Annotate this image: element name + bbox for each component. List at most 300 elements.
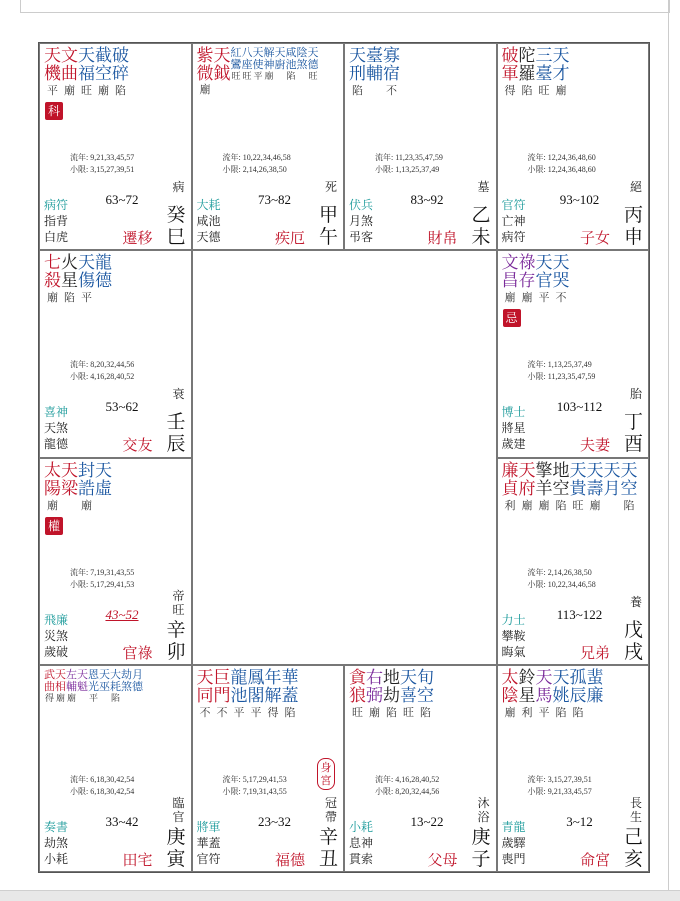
star-brightness (610, 499, 614, 513)
star-name-char: 德 (132, 679, 143, 693)
star-name-char: 截 (95, 46, 112, 66)
xiaoxian-text: 小限: 12,24,36,48,60 (527, 165, 596, 174)
stem-branch-char: 亥 (623, 847, 643, 870)
stem-branch-char: 癸 (166, 204, 186, 226)
star-brightness: 得 (267, 705, 279, 719)
palace-name: 官祿 (122, 643, 153, 662)
star-name-char: 空 (552, 478, 570, 499)
stage-char: 絕 (629, 180, 642, 194)
stem-branch-char: 未 (471, 226, 491, 248)
star-name-char: 相 (55, 679, 66, 693)
star-name-char: 輔 (66, 679, 77, 693)
palace-cell-yin[interactable] (39, 665, 192, 872)
star-name-char: 右 (366, 667, 383, 688)
star-name-char: 天 (61, 460, 78, 481)
stem-branch-char: 甲 (318, 204, 338, 226)
star-name-char: 巨 (213, 667, 231, 688)
star (570, 669, 587, 720)
star-name-char: 天 (518, 460, 536, 481)
star-name-char: 鸞 (230, 58, 242, 71)
star-brightness: 廟 (47, 498, 58, 512)
palace-cell-shen[interactable] (497, 43, 650, 250)
star-name-char: 天 (274, 46, 286, 59)
star (61, 47, 78, 98)
stem-branch-char: 寅 (166, 847, 186, 870)
stem-branch (319, 826, 338, 870)
palace-cell-you[interactable] (497, 250, 650, 457)
star-name-char: 紫 (196, 46, 214, 66)
star (253, 47, 264, 95)
stage-char: 胎 (629, 387, 642, 402)
star-name-char: 貴 (569, 478, 587, 499)
star (77, 669, 88, 705)
star-name-char: 天 (78, 253, 95, 274)
star (519, 254, 536, 305)
star-name-char: 座 (241, 58, 253, 71)
xiaoxian-text: 小限: 3,15,27,39,51 (70, 165, 135, 174)
star-brightness: 旺 (403, 705, 414, 719)
star-name-char: 府 (518, 478, 536, 499)
star (502, 462, 519, 513)
star-name-char: 天 (252, 46, 264, 59)
star-brightness (103, 694, 106, 705)
stage-char: 長 (629, 795, 642, 810)
star-brightness (220, 84, 224, 95)
palace-name: 兄弟 (579, 643, 610, 662)
star (502, 47, 519, 98)
stem-branch-char: 酉 (623, 433, 643, 456)
star-name-char: 劫 (383, 685, 400, 706)
star-name-char: 姚 (552, 685, 570, 706)
star-brightness: 廟 (538, 498, 550, 512)
stem-branch-char: 戊 (623, 618, 643, 641)
star (61, 462, 78, 513)
stem-branch-char: 丙 (623, 204, 643, 226)
star-name-char: 鳳 (247, 667, 265, 688)
star-brightness: 陷 (555, 705, 567, 719)
star-name-char: 德 (307, 58, 319, 71)
star-name-char: 封 (78, 460, 95, 481)
star (44, 669, 55, 705)
star-name-char: 天 (78, 46, 95, 66)
palace-cell-wu[interactable] (192, 43, 345, 250)
star (214, 47, 231, 95)
star-name-char: 華 (281, 667, 299, 688)
palace-cell-hai[interactable] (497, 665, 650, 872)
star-brightness: 旺 (81, 84, 92, 97)
star-name-char: 廉 (586, 685, 604, 706)
god-suiqian: 劫煞 (44, 835, 69, 850)
stage-char: 衰 (172, 387, 185, 402)
star-name-char: 使 (252, 58, 264, 71)
stem-branch (471, 826, 490, 870)
star (197, 669, 214, 720)
star-brightness (125, 694, 128, 705)
star-brightness: 廟 (98, 84, 109, 97)
palace-name: 夫妻 (579, 436, 610, 455)
changsheng-stage (325, 180, 337, 194)
star-name-char: 門 (213, 685, 231, 706)
star-name-char: 殺 (44, 271, 61, 292)
star (282, 669, 299, 720)
star-name-char: 天 (552, 46, 570, 66)
star-brightness: 廟 (504, 291, 516, 305)
star-name-char: 喜 (400, 685, 417, 706)
star (417, 669, 434, 720)
star (132, 669, 143, 705)
xiaoxian-text: 小限: 7,19,31,43,55 (222, 786, 287, 796)
star (383, 47, 400, 98)
star (231, 47, 242, 95)
star-name-char: 天 (552, 253, 570, 274)
palace-cell-zi[interactable] (344, 665, 497, 872)
star-name-char: 天 (535, 667, 553, 688)
god-boshi: 奏書 (44, 819, 69, 834)
star-name-char: 天 (213, 46, 231, 66)
star-name-char: 羊 (535, 478, 553, 499)
star-name-char: 陰 (501, 685, 519, 706)
decade-range: 93~102 (559, 192, 600, 207)
star-brightness: 廟 (64, 84, 75, 97)
star-name-char: 龍 (230, 667, 248, 688)
star-list (349, 669, 434, 720)
star-list (44, 462, 112, 513)
star-brightness (102, 291, 106, 305)
star-brightness: 廟 (521, 498, 533, 512)
changsheng-stage (325, 796, 337, 824)
god-suiqian: 天煞 (44, 421, 69, 436)
stem-branch (166, 204, 185, 248)
star (536, 254, 553, 305)
xiaoxian-text: 小限: 4,16,28,40,52 (70, 372, 135, 382)
star (95, 47, 112, 98)
star-name-char: 羅 (518, 64, 536, 84)
decade-range: 43~52 (105, 606, 139, 622)
star-name-char: 廉 (501, 460, 519, 481)
star-name-char: 天 (620, 460, 638, 481)
stem-branch (166, 619, 185, 663)
god-boshi: 伏兵 (349, 198, 374, 212)
star-list (502, 669, 604, 720)
star-name-char: 耗 (110, 679, 121, 693)
xiaoxian-text: 小限: 5,17,29,41,53 (70, 579, 135, 589)
god-suiqian: 將星 (501, 421, 526, 436)
star (197, 47, 214, 95)
decade-range: 33~42 (105, 813, 139, 829)
star-name-char: 曲 (44, 679, 55, 693)
star (265, 669, 282, 720)
star-name-char: 鉞 (213, 64, 231, 84)
stem-branch (319, 204, 338, 248)
star-name-char: 臺 (366, 46, 383, 66)
star-brightness: 陷 (286, 72, 296, 82)
star-name-char: 碎 (112, 64, 129, 84)
star-name-char: 破 (112, 46, 129, 66)
star (366, 669, 383, 720)
star-name-char: 蜚 (586, 667, 604, 688)
star-brightness: 廟 (521, 291, 533, 305)
star-name-char: 祿 (518, 253, 536, 274)
xiaoxian-text: 小限: 2,14,26,38,50 (222, 165, 287, 174)
decade-range: 83~92 (410, 192, 444, 207)
star (383, 669, 400, 720)
star-name-char: 紅 (230, 46, 242, 59)
star-name-char: 軍 (501, 64, 519, 84)
god-jiangqian: 歲破 (44, 644, 69, 659)
star (66, 669, 77, 705)
star-name-char: 天 (400, 667, 417, 688)
god-boshi: 力士 (501, 612, 526, 627)
star-name-char: 天 (196, 667, 214, 688)
god-jiangqian: 白虎 (44, 230, 69, 244)
god-jiangqian: 官符 (196, 851, 221, 866)
star-name-char: 陽 (44, 478, 61, 499)
star-brightness (279, 72, 282, 83)
stem-branch-char: 巳 (166, 226, 186, 248)
star (519, 47, 536, 98)
star-brightness: 平 (81, 291, 92, 305)
star-name-char: 天 (569, 460, 587, 481)
decade-range: 53~62 (105, 399, 139, 415)
liunian-text: 流年: 4,16,28,40,52 (375, 774, 440, 784)
star (248, 669, 265, 720)
star (553, 47, 570, 98)
stem-branch-char: 庚 (471, 825, 491, 848)
star (95, 254, 112, 305)
star-name-char: 解 (264, 685, 282, 706)
palace-cell-chen[interactable] (39, 250, 192, 457)
star-name-char: 虛 (95, 478, 112, 499)
star-name-char: 同 (196, 685, 214, 706)
changsheng-stage (172, 796, 184, 824)
palace-name: 田宅 (122, 850, 153, 869)
star-list (197, 47, 319, 95)
liunian-text: 流年: 11,23,35,47,59 (375, 153, 443, 162)
god-suiqian: 攀鞍 (501, 628, 526, 643)
star-name-char: 才 (552, 64, 570, 84)
stage-char: 病 (172, 180, 185, 194)
changsheng-stage (172, 180, 184, 194)
star-name-char: 刑 (349, 64, 366, 84)
star-brightness: 廟 (555, 84, 567, 97)
star-name-char: 傷 (78, 271, 95, 292)
star (231, 669, 248, 720)
palace-cell-chou[interactable] (192, 665, 345, 872)
star (44, 462, 61, 513)
star-name-char: 誥 (78, 478, 95, 499)
star (297, 47, 308, 95)
star-name-char: 梁 (61, 478, 78, 499)
decade-range: 113~122 (556, 606, 603, 622)
stage-char: 浴 (477, 809, 490, 824)
star-brightness: 旺 (308, 72, 318, 82)
hua-badge: 忌 (503, 309, 521, 327)
stem-branch (471, 204, 490, 248)
stem-branch-char: 申 (623, 226, 643, 248)
star-brightness: 廟 (504, 705, 516, 719)
star-name-char: 星 (518, 685, 536, 706)
star (587, 669, 604, 720)
star-name-char: 貪 (349, 667, 366, 688)
star-name-char: 曲 (61, 64, 78, 84)
star-name-char: 寡 (383, 46, 400, 66)
star-name-char: 咸 (285, 46, 297, 59)
star-name-char: 輔 (366, 64, 383, 84)
liunian-text: 流年: 10,22,34,46,58 (222, 153, 291, 162)
star-list (502, 254, 570, 305)
god-boshi: 飛廉 (44, 612, 69, 627)
stem-branch-char: 午 (318, 226, 338, 248)
god-boshi: 官符 (501, 198, 526, 212)
stem-branch (624, 204, 643, 248)
star (242, 47, 253, 95)
stem-branch-char: 己 (623, 825, 643, 848)
stage-char: 帶 (324, 809, 337, 824)
god-jiangqian: 喪門 (501, 851, 526, 866)
changsheng-stage (477, 180, 489, 194)
star (286, 47, 297, 95)
chart-center (192, 250, 497, 665)
star-name-char: 陀 (518, 46, 536, 66)
star (214, 669, 231, 720)
star-name-char: 狼 (349, 685, 366, 706)
star-name-char: 天 (603, 460, 621, 481)
star-brightness: 得 (44, 693, 54, 704)
god-boshi: 博士 (501, 405, 526, 420)
decade-range: 63~72 (105, 192, 139, 207)
star-name-char: 廚 (274, 58, 286, 71)
liunian-text: 流年: 8,20,32,44,56 (70, 360, 135, 370)
star-brightness (81, 694, 84, 705)
stem-branch-char: 辰 (166, 433, 186, 456)
decade-range: 103~112 (556, 399, 603, 415)
star-name-char: 天 (44, 46, 61, 66)
stem-branch-char: 辛 (318, 825, 338, 848)
star-name-char: 閣 (247, 685, 265, 706)
decade-range: 23~32 (257, 813, 292, 829)
star-brightness: 平 (538, 705, 550, 719)
star-name-char: 哭 (552, 271, 570, 292)
star-brightness: 旺 (352, 705, 363, 719)
star (553, 462, 570, 513)
decade-range: 13~22 (410, 813, 444, 829)
star-name-char: 光 (88, 679, 99, 693)
star-name-char: 神 (263, 58, 275, 71)
star-name-char: 煞 (121, 679, 132, 693)
god-jiangqian: 弔客 (349, 230, 374, 244)
star-brightness: 廟 (369, 705, 380, 719)
star-name-char: 福 (78, 64, 95, 84)
star-name-char: 破 (501, 46, 519, 66)
god-suiqian: 月煞 (349, 214, 374, 228)
changsheng-stage (172, 589, 184, 617)
star (112, 47, 129, 98)
star-name-char: 壽 (586, 478, 604, 499)
star (349, 47, 366, 98)
star-name-char: 池 (285, 58, 297, 71)
star-name-char: 星 (61, 271, 78, 292)
star-name-char: 文 (61, 46, 78, 66)
palace-name: 交友 (122, 436, 153, 455)
palace-name: 財帛 (427, 229, 458, 247)
palace-name: 命宮 (579, 850, 610, 869)
star (536, 47, 553, 98)
star-brightness: 得 (504, 84, 516, 97)
palace-cell-wei[interactable] (344, 43, 497, 250)
shengong-badge: 身宮 (317, 758, 335, 790)
star-list (197, 669, 299, 720)
star-brightness: 不 (216, 705, 228, 719)
star (78, 254, 95, 305)
palace-name: 父母 (427, 850, 458, 869)
star-name-char: 龍 (95, 253, 112, 274)
star (553, 669, 570, 720)
star-brightness: 平 (47, 84, 58, 97)
star-brightness: 廟 (264, 72, 274, 82)
changsheng-stage (630, 796, 642, 824)
palace-cell-xu[interactable] (497, 458, 650, 665)
changsheng-stage (630, 595, 642, 609)
palace-name: 遷移 (122, 229, 153, 247)
star-brightness: 陷 (110, 693, 120, 704)
star-brightness: 陷 (284, 705, 296, 719)
star-name-char: 七 (44, 253, 61, 274)
star-name-char: 弼 (366, 685, 383, 706)
stage-char: 官 (172, 809, 185, 824)
star-name-char: 鈴 (518, 667, 536, 688)
star (44, 47, 61, 98)
palace-name: 福德 (274, 850, 305, 869)
star-name-char: 空 (417, 685, 434, 706)
stem-branch (166, 411, 185, 455)
stem-branch-char: 子 (471, 847, 491, 870)
star (308, 47, 319, 95)
star-brightness: 陷 (555, 498, 567, 512)
star-list (502, 462, 638, 513)
star-name-char: 微 (196, 64, 214, 84)
star-name-char: 天 (307, 46, 319, 59)
changsheng-stage (477, 796, 489, 824)
star-name-char: 左 (66, 667, 77, 681)
star-brightness: 平 (253, 72, 263, 82)
star (121, 669, 132, 705)
stem-branch-char: 壬 (166, 411, 186, 434)
stem-branch-char: 戌 (623, 640, 643, 663)
star-name-char: 辰 (569, 685, 587, 706)
star (536, 669, 553, 720)
star (621, 462, 638, 513)
star-brightness (68, 499, 72, 513)
palace-cell-si[interactable] (39, 43, 192, 250)
star-name-char: 天 (55, 667, 66, 681)
star-name-char: 八 (241, 46, 253, 59)
star (95, 462, 112, 513)
god-jiangqian: 小耗 (44, 851, 69, 866)
god-boshi: 將軍 (196, 819, 221, 834)
star-brightness: 利 (521, 705, 533, 719)
stem-branch-char: 乙 (471, 204, 491, 226)
star-brightness: 陷 (352, 84, 363, 97)
star (78, 462, 95, 513)
god-suiqian: 歲驛 (501, 835, 526, 850)
god-boshi: 小耗 (349, 819, 374, 834)
xiaoxian-text: 小限: 9,21,33,45,57 (527, 786, 592, 796)
decade-range: 3~12 (566, 813, 593, 829)
palace-cell-mao[interactable] (39, 458, 192, 665)
liunian-text: 流年: 6,18,30,42,54 (70, 774, 135, 784)
star-name-char: 魁 (77, 679, 88, 693)
star-name-char: 旬 (417, 667, 434, 688)
